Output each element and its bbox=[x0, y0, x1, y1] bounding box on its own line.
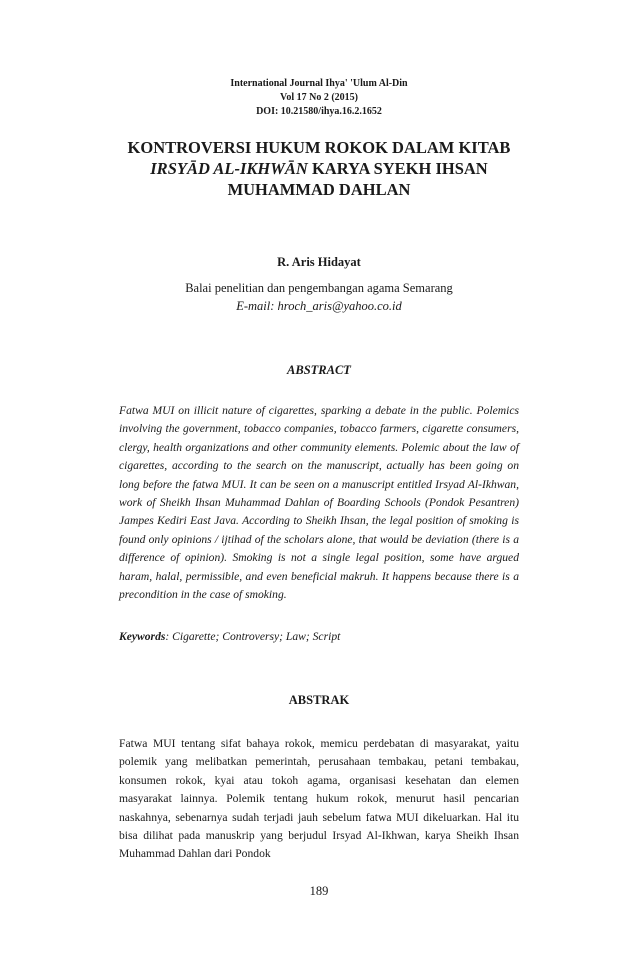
title-italic-part: IRSYĀD AL-IKHWĀN bbox=[150, 159, 308, 178]
title-line-1: KONTROVERSI HUKUM ROKOK DALAM KITAB bbox=[127, 138, 511, 157]
abstrak-heading: ABSTRAK bbox=[288, 693, 350, 707]
journal-doi: DOI: 10.21580/ihya.16.2.1652 bbox=[256, 106, 382, 117]
abstract-heading: ABSTRACT bbox=[287, 363, 351, 377]
article-title bbox=[110, 137, 528, 200]
keywords-text: : Cigarette; Controversy; Law; Script bbox=[165, 630, 341, 643]
abstrak-body: Fatwa MUI tentang sifat bahaya rokok, memicu perdebatan di masyarakat, yaitu polemik yang melibatkan pemerintah, perusahaan tembakau, petani tembakau, konsumen rokok, kyai atau tokoh agama, organisasi kesehatan dan elemen masyarakat lainnya. Polemik tentang hukum rokok, menurut hasil pencarian naskahnya, sebenarnya sudah terjadi jauh sebelum fatwa MUI dikeluarkan. Hal itu bisa dilihat pada manuskrip yang berjudul Irsyad Al-Ikhwan, karya Sheikh Ihsan Muhammad Dahlan dari Pondok bbox=[119, 737, 519, 861]
title-line-2-rest: KARYA SYEKH IHSAN bbox=[307, 159, 488, 178]
keywords-label: Keywords bbox=[119, 630, 166, 643]
page-number: 189 bbox=[309, 884, 329, 898]
title-line-3: MUHAMMAD DAHLAN bbox=[227, 180, 411, 199]
journal-name: International Journal Ihya' 'Ulum Al-Din bbox=[230, 78, 408, 89]
abstract-body: Fatwa MUI on illicit nature of cigarettes, sparking a debate in the public. Polemics involving the government, tobacco companies, tobacco farmers, cigarette consumers, clergy, health organizations and other community elements. Polemic about the law of cigarettes, according to the search on the manuscript, actually has been going on long before the fatwa MUI. It can be seen on a manuscript entitled Irsyad Al-Ikhwan, work of Sheikh Ihsan Muhammad Dahlan of Boarding Schools (Pondok Pesantren) Jampes Kediri East Java. According to Sheikh Ihsan, the legal position of smoking is found only opinions / ijtihad of the scholars alone, that would be deviation (there is a difference of opinion). Smoking is not a single legal position, some have argued haram, halal, permissible, and even beneficial makruh. It happens because there is a precondition in the case of smoking. bbox=[119, 404, 519, 602]
keywords bbox=[119, 630, 519, 643]
journal-volume: Vol 17 No 2 (2015) bbox=[280, 92, 358, 103]
title-line-2 bbox=[110, 158, 528, 179]
author-affiliation: Balai penelitian dan pengembangan agama Semarang bbox=[185, 281, 453, 295]
author-name: R. Aris Hidayat bbox=[277, 255, 361, 269]
author-email: E-mail: hroch_aris@yahoo.co.id bbox=[236, 299, 402, 313]
